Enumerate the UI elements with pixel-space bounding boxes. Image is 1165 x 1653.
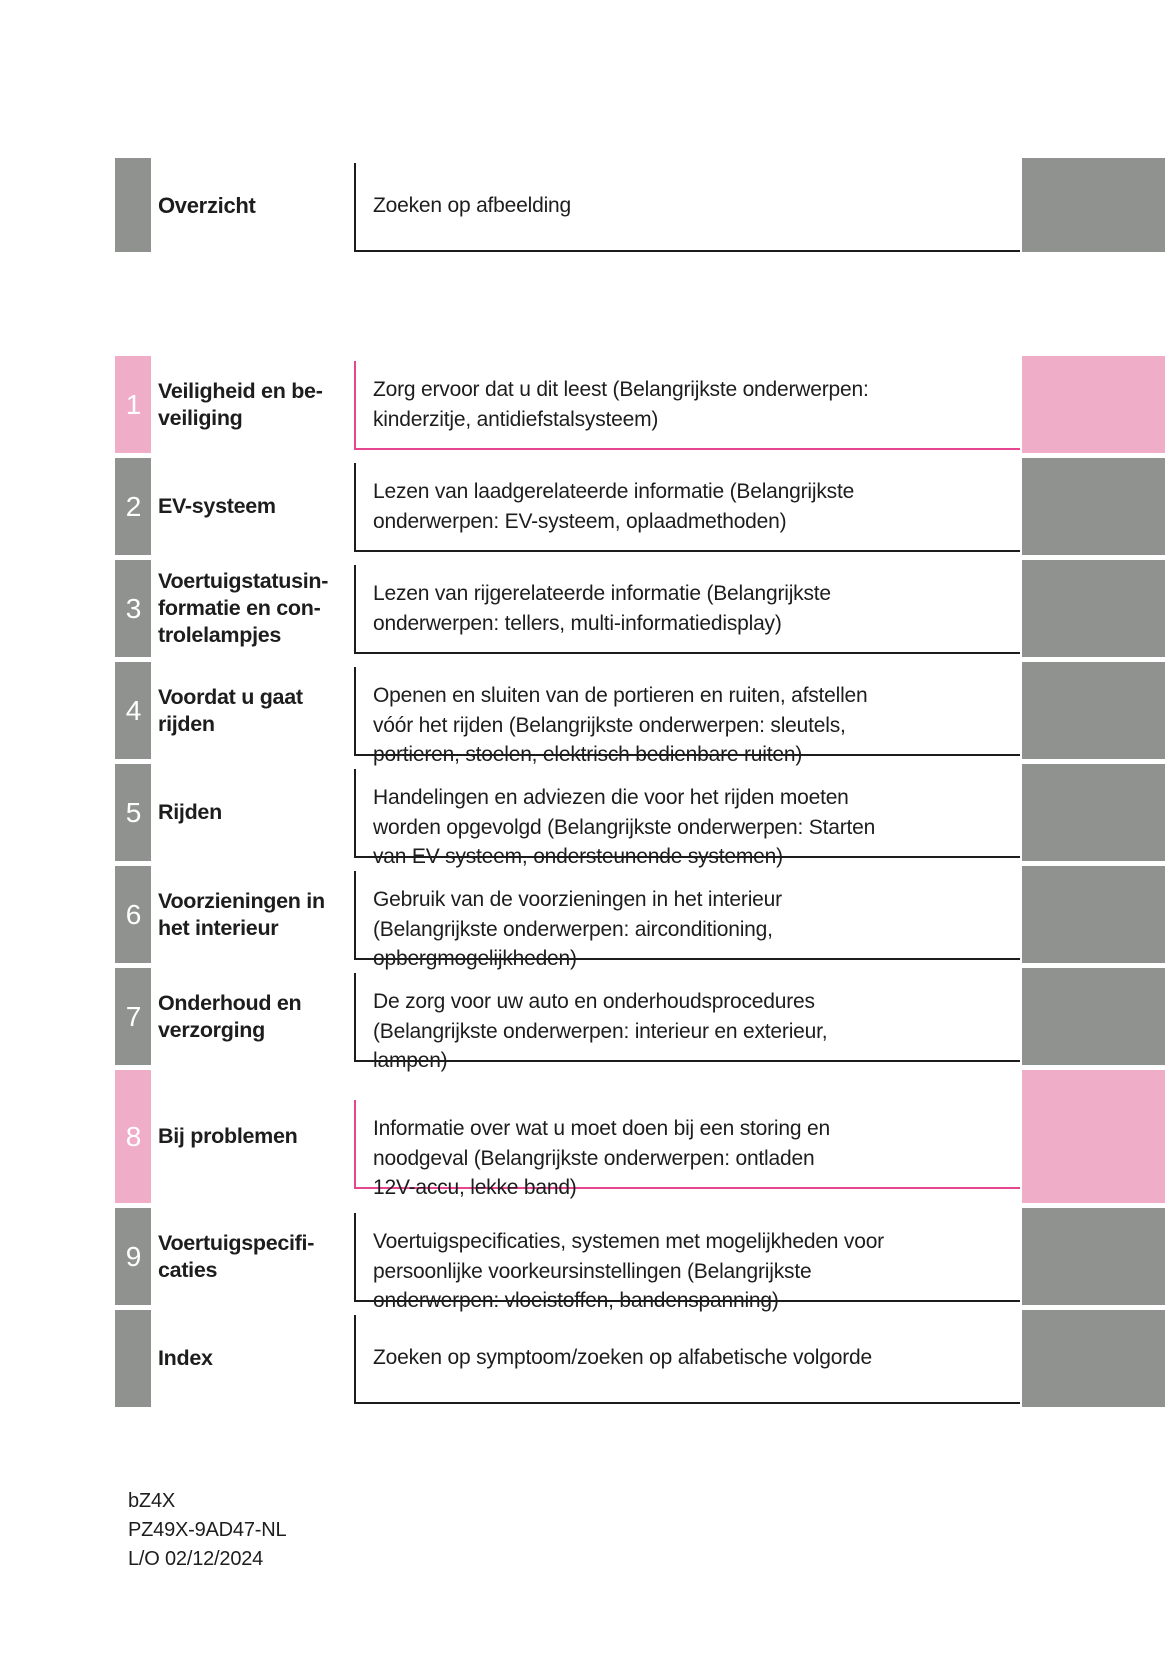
chapter-tab	[115, 662, 151, 759]
toc-row[interactable]	[0, 662, 1165, 766]
chapter-label-text: Overzicht	[158, 192, 256, 218]
chapter-number: 7	[125, 1000, 141, 1032]
chapter-description-box	[354, 1315, 1020, 1404]
toc-row[interactable]	[0, 1208, 1165, 1312]
chapter-label: Voertuigstatusin- formatie en con- trolelampjes	[158, 569, 329, 647]
chapter-tab	[115, 1310, 151, 1407]
chapter-tab	[115, 968, 151, 1065]
chapter-label: Index	[158, 1346, 213, 1370]
chapter-description: Handelingen en adviezen die voor het rijden moeten worden opgevolgd (Belangrijkste onderwerpen: Starten van EV-systeem, ondersteunende systemen)	[373, 786, 876, 868]
chapter-label: Rijden	[158, 800, 222, 824]
chapter-description: De zorg voor uw auto en onderhoudsprocedures (Belangrijkste onderwerpen: interieur en exterieur, lampen)	[373, 990, 828, 1072]
toc-rows	[0, 356, 1165, 1412]
toc-row[interactable]	[0, 866, 1165, 970]
edge-index-block	[1022, 764, 1165, 861]
chapter-description: Openen en sluiten van de portieren en ruiten, afstellen vóór het rijden (Belangrijkste onderwerpen: sleutels, portieren, stoelen, elektrisch bedienbare ruiten)	[373, 684, 868, 766]
chapter-tab	[115, 458, 151, 555]
layout-date: L/O 02/12/2024	[128, 1548, 264, 1570]
publication-info	[128, 1487, 286, 1574]
chapter-description: Voertuigspecificaties, systemen met mogelijkheden voor persoonlijke voorkeursinstellingen (Belangrijkste onderwerpen: vloeistoffen, bandenspanning)	[373, 1230, 884, 1312]
chapter-number: 3	[125, 592, 141, 624]
chapter-description-box	[354, 565, 1020, 654]
chapter-description-box	[354, 361, 1020, 450]
chapter-label: EV-systeem	[158, 494, 276, 518]
edge-index-block	[1022, 356, 1165, 453]
chapter-description: Informatie over wat u moet doen bij een storing en noodgeval (Belangrijkste onderwerpen: ontladen 12V-accu, lekke band)	[373, 1117, 830, 1199]
toc-row[interactable]	[0, 356, 1165, 453]
chapter-description-box	[354, 667, 1020, 766]
chapter-label: Veiligheid en be- veiliging	[158, 378, 323, 430]
toc-row[interactable]	[0, 1070, 1165, 1203]
chapter-description-box	[354, 1213, 1020, 1312]
chapter-description-box	[354, 1100, 1020, 1199]
chapter-description-box	[354, 163, 1020, 252]
toc-row[interactable]	[0, 968, 1165, 1072]
chapter-number: 9	[125, 1240, 141, 1272]
chapter-description-box	[354, 871, 1020, 970]
chapter-label: Voertuigspecifi- caties	[158, 1230, 315, 1282]
chapter-tab	[115, 764, 151, 861]
chapter-number: 8	[125, 1120, 141, 1152]
chapter-number: 4	[125, 694, 141, 726]
chapter-tab	[115, 356, 151, 453]
chapter-description-box	[354, 463, 1020, 552]
toc-row[interactable]	[0, 764, 1165, 868]
edge-index-block	[1022, 1070, 1165, 1203]
chapter-tab	[115, 560, 151, 657]
chapter-label: Voordat u gaat rijden	[158, 684, 303, 736]
model-code: bZ4X	[128, 1490, 176, 1512]
chapter-description: Zoeken op afbeelding	[373, 194, 571, 217]
chapter-description-box	[354, 769, 1020, 868]
chapter-description: Gebruik van de voorzieningen in het interieur (Belangrijkste onderwerpen: airconditioning, opbergmogelijkheden)	[373, 888, 782, 970]
part-number: PZ49X-9AD47-NL	[128, 1519, 287, 1541]
toc-row[interactable]	[0, 1310, 1165, 1407]
chapter-description: Lezen van laadgerelateerde informatie (Belangrijkste onderwerpen: EV-systeem, oplaadmethoden)	[373, 480, 855, 533]
chapter-label	[158, 158, 350, 252]
toc-row-overview[interactable]	[0, 158, 1165, 252]
chapter-label: Bij problemen	[158, 1124, 298, 1148]
chapter-description-box	[354, 973, 1020, 1072]
chapter-tab	[115, 866, 151, 963]
edge-index-block	[1022, 1310, 1165, 1407]
chapter-tab	[115, 1070, 151, 1203]
edge-index-block	[1022, 158, 1165, 252]
chapter-description: Zoeken op symptoom/zoeken op alfabetische volgorde	[373, 1346, 872, 1369]
edge-index-block	[1022, 560, 1165, 657]
chapter-label: Voorzieningen in het interieur	[158, 888, 325, 940]
edge-index-block	[1022, 1208, 1165, 1305]
edge-index-block	[1022, 458, 1165, 555]
edge-index-block	[1022, 866, 1165, 963]
chapter-description: Zorg ervoor dat u dit leest (Belangrijkste onderwerpen: kinderzitje, antidiefstalsysteem)	[373, 378, 869, 431]
chapter-number: 6	[125, 898, 141, 930]
edge-index-block	[1022, 662, 1165, 759]
toc-row[interactable]	[0, 458, 1165, 555]
chapter-tab	[115, 158, 151, 252]
chapter-label: Onderhoud en verzorging	[158, 990, 302, 1042]
chapter-number: 5	[125, 796, 141, 828]
toc-row[interactable]	[0, 560, 1165, 657]
chapter-number: 1	[125, 388, 141, 420]
edge-index-block	[1022, 968, 1165, 1065]
chapter-tab	[115, 1208, 151, 1305]
chapter-number: 2	[125, 490, 141, 522]
chapter-description: Lezen van rijgerelateerde informatie (Belangrijkste onderwerpen: tellers, multi-informatiedisplay)	[373, 582, 831, 635]
